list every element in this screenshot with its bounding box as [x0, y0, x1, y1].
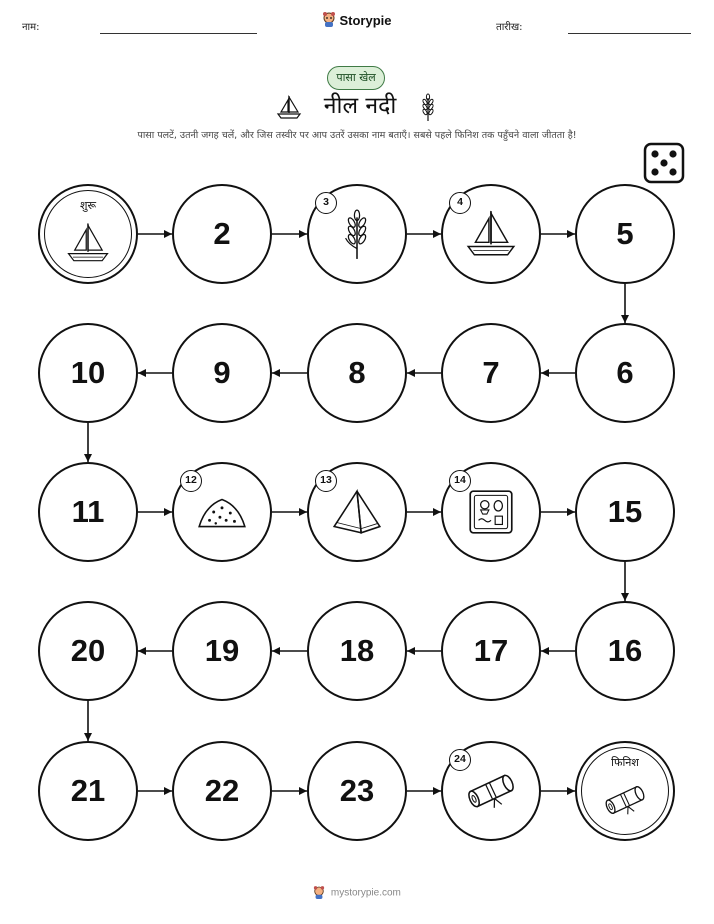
path-arrow — [272, 508, 307, 516]
space-number-badge: 14 — [449, 470, 471, 492]
board-space-18 — [307, 601, 407, 701]
space-number: 19 — [204, 633, 240, 668]
path-arrow — [621, 284, 629, 323]
path-arrow — [272, 230, 307, 238]
board-space-5 — [575, 184, 675, 284]
board-space-23 — [307, 741, 407, 841]
path-arrow — [138, 508, 172, 516]
space-number-badge: 24 — [449, 749, 471, 771]
space-number-badge: 3 — [315, 192, 337, 214]
brand-name: Storypie — [339, 12, 392, 28]
footer-site: mystorypie.com — [330, 887, 401, 899]
path-arrow — [272, 647, 307, 655]
name-label: नाम: — [22, 22, 40, 33]
space-number: 17 — [473, 633, 509, 668]
board-space-1 — [38, 184, 138, 284]
game-tag: पासा खेल — [327, 66, 385, 90]
path-arrow — [541, 647, 575, 655]
path-arrow — [138, 647, 172, 655]
space-number: 9 — [213, 355, 231, 390]
space-number: 22 — [204, 773, 240, 808]
path-arrow — [621, 562, 629, 601]
space-number: 20 — [70, 633, 106, 668]
pyramid-icon — [330, 485, 384, 539]
path-arrow — [541, 369, 575, 377]
space-number: 11 — [71, 494, 105, 529]
space-number-badge: 13 — [315, 470, 337, 492]
board-space-3 — [307, 184, 407, 284]
papyrus-scroll-icon — [602, 777, 648, 823]
hieroglyph-tablet-icon — [464, 485, 518, 539]
space-number-badge: 4 — [449, 192, 471, 214]
path-arrow — [138, 369, 172, 377]
board-space-21 — [38, 741, 138, 841]
space-number: 23 — [339, 773, 375, 808]
finish-label: फिनिश — [611, 756, 639, 769]
instructions: पासा पलटें, उतनी जगह चलें, और जिस तस्वीर पर आप उतरें उसका नाम बताएँ। सबसे पहले फिनिश तक पहुँचने वाला जीतता है! — [137, 130, 577, 141]
page-title: नील नदी — [323, 93, 397, 119]
space-number: 18 — [339, 633, 375, 668]
path-arrow — [407, 647, 441, 655]
start-label: शुरू — [79, 199, 97, 212]
papyrus-scroll-icon — [464, 764, 518, 818]
path-arrow — [138, 787, 172, 795]
board-space-4 — [441, 184, 541, 284]
board-space-6 — [575, 323, 675, 423]
sailboat-icon — [65, 220, 111, 266]
space-number: 6 — [616, 355, 634, 390]
space-number: 16 — [607, 633, 643, 668]
board-space-14 — [441, 462, 541, 562]
space-number: 7 — [482, 355, 500, 390]
footer — [0, 886, 714, 900]
space-number: 5 — [616, 216, 634, 251]
board-space-20 — [38, 601, 138, 701]
board-space-25 — [575, 741, 675, 841]
board-space-12 — [172, 462, 272, 562]
sand-pile-icon — [195, 485, 249, 539]
space-number: 10 — [70, 355, 106, 390]
path-arrow — [541, 508, 575, 516]
board-space-7 — [441, 323, 541, 423]
board-space-13 — [307, 462, 407, 562]
path-arrow — [407, 787, 441, 795]
path-arrow — [272, 369, 307, 377]
board-space-15 — [575, 462, 675, 562]
board-space-10 — [38, 323, 138, 423]
board-space-22 — [172, 741, 272, 841]
board-space-19 — [172, 601, 272, 701]
space-number: 8 — [348, 355, 366, 390]
path-arrow — [407, 230, 441, 238]
space-number: 2 — [213, 216, 231, 251]
board-space-11 — [38, 462, 138, 562]
path-arrow — [407, 369, 441, 377]
path-arrow — [272, 787, 307, 795]
board-space-16 — [575, 601, 675, 701]
board-space-24 — [441, 741, 541, 841]
path-arrow — [407, 508, 441, 516]
storypie-logo-icon — [313, 886, 325, 900]
wheat-icon — [330, 207, 384, 261]
date-label: तारीख: — [496, 22, 523, 33]
path-arrow — [138, 230, 172, 238]
path-arrow — [541, 787, 575, 795]
sailboat-icon — [464, 207, 518, 261]
path-arrow — [84, 701, 92, 741]
board-space-9 — [172, 323, 272, 423]
path-arrow — [541, 230, 575, 238]
board-space-8 — [307, 323, 407, 423]
board-space-2 — [172, 184, 272, 284]
board-space-17 — [441, 601, 541, 701]
space-number: 15 — [607, 494, 643, 529]
space-number: 21 — [70, 773, 106, 808]
space-number-badge: 12 — [180, 470, 202, 492]
path-arrow — [84, 423, 92, 462]
